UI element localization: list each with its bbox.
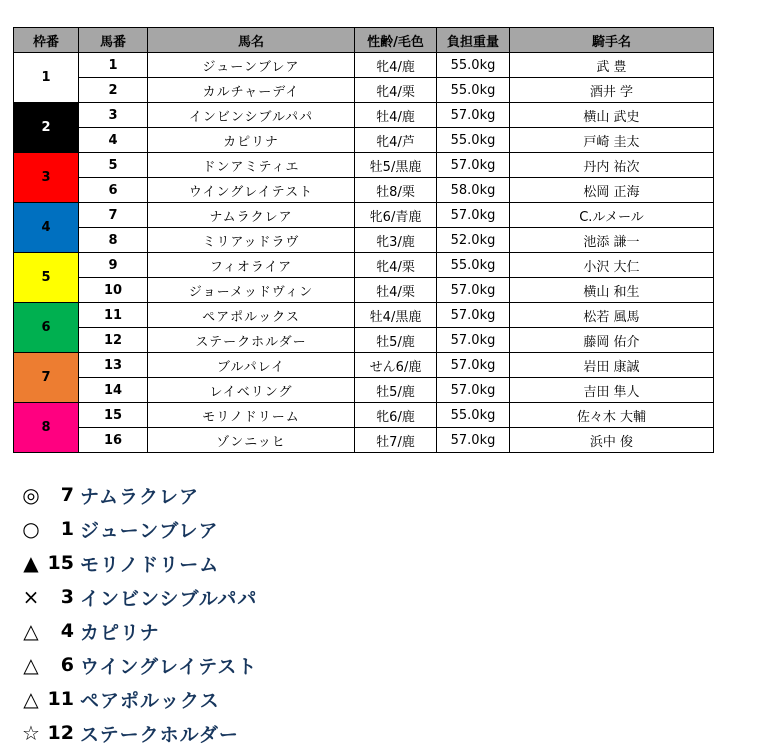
horse-name-cell: ステークホルダー — [148, 328, 355, 353]
sex-age-cell: 牝6/鹿 — [355, 403, 437, 428]
prediction-horse-number: 7 — [60, 484, 74, 506]
horse-name-cell: ナムラクレア — [148, 203, 355, 228]
sex-age-cell: 牡5/鹿 — [355, 378, 437, 403]
prediction-list — [18, 478, 257, 750]
weight-cell: 57.0kg — [437, 153, 510, 178]
horse-number-cell: 7 — [79, 203, 148, 228]
prediction-horse-name: カピリナ — [80, 621, 160, 644]
prediction-horse-name: モリノドリーム — [80, 553, 220, 576]
weight-cell: 52.0kg — [437, 228, 510, 253]
horse-name-cell: ジョーメッドヴィン — [148, 278, 355, 303]
weight-cell: 57.0kg — [437, 378, 510, 403]
jockey-cell: 藤岡 佑介 — [510, 328, 714, 353]
weight-cell: 57.0kg — [437, 328, 510, 353]
horse-name-cell: ドンアミティエ — [148, 153, 355, 178]
prediction-mark-icon: ◎ — [22, 483, 40, 507]
prediction-item — [18, 478, 257, 512]
horse-name-cell: カピリナ — [148, 128, 355, 153]
table-row — [14, 353, 714, 378]
prediction-horse-name: ペアポルックス — [80, 689, 220, 712]
frame-cell: 8 — [14, 403, 79, 453]
table-row — [14, 128, 714, 153]
table-row — [14, 53, 714, 78]
prediction-mark-icon: × — [22, 585, 40, 609]
jockey-cell: 佐々木 大輔 — [510, 403, 714, 428]
horse-name-cell: ゾンニッヒ — [148, 428, 355, 453]
prediction-item — [18, 716, 257, 750]
prediction-horse-number: 1 — [60, 518, 74, 540]
prediction-item — [18, 512, 257, 546]
frame-cell: 1 — [14, 53, 79, 103]
table-row — [14, 78, 714, 103]
weight-cell: 57.0kg — [437, 278, 510, 303]
sex-age-cell: 牡8/栗 — [355, 178, 437, 203]
weight-cell: 57.0kg — [437, 103, 510, 128]
jockey-cell: 吉田 隼人 — [510, 378, 714, 403]
jockey-cell: 丹内 祐次 — [510, 153, 714, 178]
sex-age-cell: 牝6/青鹿 — [355, 203, 437, 228]
table-row — [14, 303, 714, 328]
horse-number-cell: 4 — [79, 128, 148, 153]
sex-age-cell: 牝4/芦 — [355, 128, 437, 153]
horse-number-cell: 14 — [79, 378, 148, 403]
frame-cell: 3 — [14, 153, 79, 203]
sex-age-cell: 牝3/鹿 — [355, 228, 437, 253]
horse-number-cell: 9 — [79, 253, 148, 278]
jockey-cell: 浜中 俊 — [510, 428, 714, 453]
weight-cell: 57.0kg — [437, 303, 510, 328]
horse-name-cell: ブルパレイ — [148, 353, 355, 378]
prediction-mark-icon: ○ — [22, 517, 40, 541]
horse-number-cell: 5 — [79, 153, 148, 178]
horse-name-cell: モリノドリーム — [148, 403, 355, 428]
jockey-cell: 戸崎 圭太 — [510, 128, 714, 153]
table-row — [14, 103, 714, 128]
header-weight: 負担重量 — [437, 28, 510, 53]
table-row — [14, 178, 714, 203]
horse-number-cell: 8 — [79, 228, 148, 253]
table-body — [14, 53, 714, 453]
frame-cell: 6 — [14, 303, 79, 353]
horse-number-cell: 3 — [79, 103, 148, 128]
prediction-item — [18, 682, 257, 716]
sex-age-cell: せん6/鹿 — [355, 353, 437, 378]
header-jockey: 騎手名 — [510, 28, 714, 53]
horse-number-cell: 1 — [79, 53, 148, 78]
jockey-cell: 横山 和生 — [510, 278, 714, 303]
weight-cell: 57.0kg — [437, 353, 510, 378]
weight-cell: 55.0kg — [437, 53, 510, 78]
sex-age-cell: 牝4/栗 — [355, 78, 437, 103]
horse-name-cell: フィオライア — [148, 253, 355, 278]
table-header-row — [14, 28, 714, 53]
prediction-item — [18, 580, 257, 614]
horse-number-cell: 16 — [79, 428, 148, 453]
jockey-cell: 松岡 正海 — [510, 178, 714, 203]
header-frame: 枠番 — [14, 28, 79, 53]
frame-cell: 5 — [14, 253, 79, 303]
horse-name-cell: インビンシブルパパ — [148, 103, 355, 128]
horse-name-cell: レイベリング — [148, 378, 355, 403]
entry-table — [13, 27, 714, 453]
horse-name-cell: ミリアッドラヴ — [148, 228, 355, 253]
sex-age-cell: 牡4/黒鹿 — [355, 303, 437, 328]
prediction-horse-name: ウイングレイテスト — [80, 655, 258, 678]
prediction-horse-name: インビンシブルパパ — [80, 587, 258, 610]
prediction-item — [18, 546, 257, 580]
horse-number-cell: 10 — [79, 278, 148, 303]
horse-name-cell: ペアポルックス — [148, 303, 355, 328]
table-row — [14, 253, 714, 278]
jockey-cell: C.ルメール — [510, 203, 714, 228]
horse-number-cell: 12 — [79, 328, 148, 353]
prediction-item — [18, 648, 257, 682]
jockey-cell: 横山 武史 — [510, 103, 714, 128]
weight-cell: 55.0kg — [437, 403, 510, 428]
jockey-cell: 池添 謙一 — [510, 228, 714, 253]
jockey-cell: 小沢 大仁 — [510, 253, 714, 278]
weight-cell: 55.0kg — [437, 128, 510, 153]
header-horse-number: 馬番 — [79, 28, 148, 53]
prediction-horse-number: 6 — [60, 654, 74, 676]
sex-age-cell: 牡5/鹿 — [355, 328, 437, 353]
horse-number-cell: 13 — [79, 353, 148, 378]
prediction-item — [18, 614, 257, 648]
weight-cell: 58.0kg — [437, 178, 510, 203]
prediction-horse-number: 15 — [47, 552, 74, 574]
horse-number-cell: 2 — [79, 78, 148, 103]
jockey-cell: 武 豊 — [510, 53, 714, 78]
table-row — [14, 278, 714, 303]
jockey-cell: 酒井 学 — [510, 78, 714, 103]
header-horse-name: 馬名 — [148, 28, 355, 53]
table-row — [14, 228, 714, 253]
table-row — [14, 203, 714, 228]
horse-number-cell: 15 — [79, 403, 148, 428]
jockey-cell: 松若 風馬 — [510, 303, 714, 328]
prediction-mark-icon: ▲ — [23, 551, 39, 575]
frame-cell: 2 — [14, 103, 79, 153]
sex-age-cell: 牝4/栗 — [355, 253, 437, 278]
prediction-horse-number: 12 — [47, 722, 74, 744]
weight-cell: 55.0kg — [437, 78, 510, 103]
table-row — [14, 328, 714, 353]
frame-cell: 4 — [14, 203, 79, 253]
header-sex-age-color: 性齢/毛色 — [355, 28, 437, 53]
weight-cell: 57.0kg — [437, 428, 510, 453]
prediction-horse-number: 4 — [60, 620, 74, 642]
weight-cell: 55.0kg — [437, 253, 510, 278]
horse-name-cell: ジューンブレア — [148, 53, 355, 78]
horse-name-cell: カルチャーデイ — [148, 78, 355, 103]
table-row — [14, 153, 714, 178]
prediction-horse-number: 11 — [47, 688, 74, 710]
horse-name-cell: ウイングレイテスト — [148, 178, 355, 203]
prediction-mark-icon: △ — [23, 687, 39, 711]
table-row — [14, 378, 714, 403]
sex-age-cell: 牡5/黒鹿 — [355, 153, 437, 178]
prediction-mark-icon: △ — [23, 653, 39, 677]
prediction-mark-icon: ☆ — [22, 721, 40, 745]
weight-cell: 57.0kg — [437, 203, 510, 228]
table-row — [14, 428, 714, 453]
sex-age-cell: 牡4/栗 — [355, 278, 437, 303]
jockey-cell: 岩田 康誠 — [510, 353, 714, 378]
sex-age-cell: 牡7/鹿 — [355, 428, 437, 453]
prediction-horse-name: ジューンブレア — [80, 519, 219, 542]
prediction-horse-name: ナムラクレア — [80, 485, 200, 508]
horse-number-cell: 11 — [79, 303, 148, 328]
prediction-mark-icon: △ — [23, 619, 39, 643]
horse-number-cell: 6 — [79, 178, 148, 203]
sex-age-cell: 牝4/鹿 — [355, 53, 437, 78]
prediction-horse-name: ステークホルダー — [80, 723, 239, 746]
table-row — [14, 403, 714, 428]
frame-cell: 7 — [14, 353, 79, 403]
sex-age-cell: 牡4/鹿 — [355, 103, 437, 128]
prediction-horse-number: 3 — [60, 586, 74, 608]
